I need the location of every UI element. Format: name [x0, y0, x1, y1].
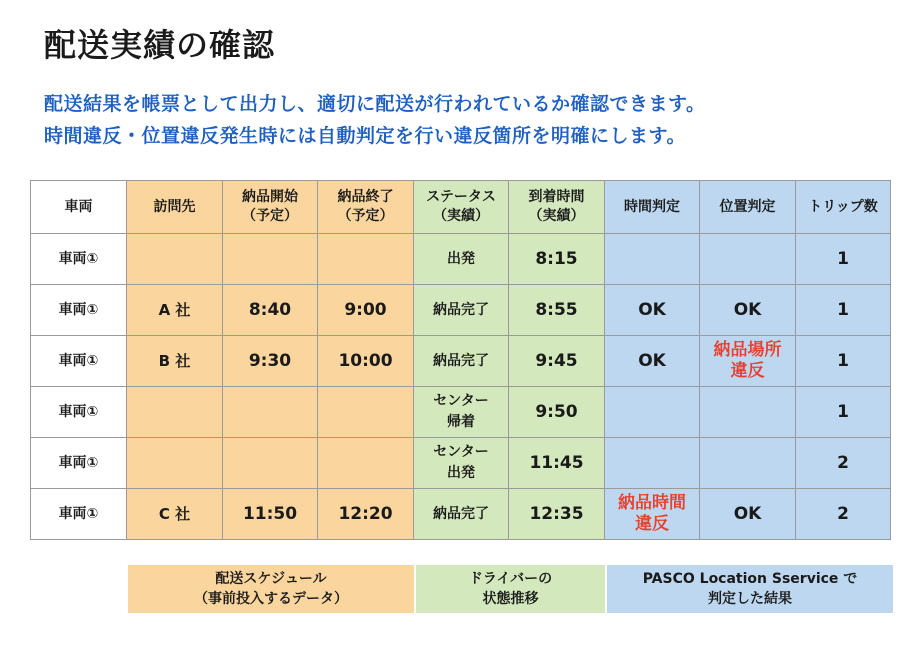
cell-time-check — [605, 387, 700, 438]
cell-position-check — [700, 438, 796, 489]
cell-destination: C 社 — [127, 489, 223, 540]
cell-destination — [127, 234, 223, 285]
table-row — [31, 489, 891, 540]
cell-delivery-end — [318, 387, 414, 438]
cell-arrival-time: 11:45 — [509, 438, 605, 489]
cell-position-check-violation: 納品場所 違反 — [700, 336, 796, 387]
cell-destination — [127, 387, 223, 438]
cell-vehicle: 車両① — [31, 489, 127, 540]
header-row — [31, 181, 891, 234]
header-destination: 訪問先 — [127, 181, 223, 234]
table-row — [31, 285, 891, 336]
cell-delivery-start: 8:40 — [223, 285, 318, 336]
cell-delivery-end: 9:00 — [318, 285, 414, 336]
cell-status: センター 帰着 — [414, 387, 509, 438]
cell-time-check-violation: 納品時間 違反 — [605, 489, 700, 540]
cell-status: 納品完了 — [414, 336, 509, 387]
table-row — [31, 387, 891, 438]
cell-time-check — [605, 438, 700, 489]
cell-status: 納品完了 — [414, 285, 509, 336]
cell-position-check — [700, 234, 796, 285]
delivery-results-table — [30, 180, 891, 540]
cell-time-check — [605, 234, 700, 285]
cell-delivery-end: 12:20 — [318, 489, 414, 540]
cell-position-check — [700, 387, 796, 438]
cell-delivery-end — [318, 438, 414, 489]
header-status: ステータス （実績） — [414, 181, 509, 234]
header-arrival-time: 到着時間 （実績） — [509, 181, 605, 234]
header-time-check: 時間判定 — [605, 181, 700, 234]
cell-vehicle: 車両① — [31, 438, 127, 489]
cell-status: センター 出発 — [414, 438, 509, 489]
header-trip-count: トリップ数 — [796, 181, 891, 234]
page-title: 配送実績の確認 — [44, 26, 276, 64]
cell-delivery-end — [318, 234, 414, 285]
cell-destination: A 社 — [127, 285, 223, 336]
cell-delivery-start — [223, 438, 318, 489]
header-delivery-start: 納品開始 （予定） — [223, 181, 318, 234]
cell-trip-count: 1 — [796, 285, 891, 336]
table-row — [31, 438, 891, 489]
cell-vehicle: 車両① — [31, 234, 127, 285]
cell-delivery-start — [223, 234, 318, 285]
cell-delivery-end: 10:00 — [318, 336, 414, 387]
legend-pasco-judgement: PASCO Location Sservice で 判定した結果 — [606, 564, 894, 614]
cell-arrival-time: 8:15 — [509, 234, 605, 285]
cell-time-check: OK — [605, 336, 700, 387]
cell-trip-count: 1 — [796, 336, 891, 387]
cell-position-check: OK — [700, 285, 796, 336]
cell-vehicle: 車両① — [31, 336, 127, 387]
cell-arrival-time: 8:55 — [509, 285, 605, 336]
cell-arrival-time: 9:50 — [509, 387, 605, 438]
cell-arrival-time: 12:35 — [509, 489, 605, 540]
legend-schedule: 配送スケジュール （事前投入するデータ） — [127, 564, 415, 614]
cell-vehicle: 車両① — [31, 387, 127, 438]
header-vehicle: 車両 — [31, 181, 127, 234]
cell-status: 出発 — [414, 234, 509, 285]
table-row — [31, 234, 891, 285]
cell-delivery-start: 9:30 — [223, 336, 318, 387]
cell-trip-count: 1 — [796, 387, 891, 438]
subtitle-line-2: 時間違反・位置違反発生時には自動判定を行い違反箇所を明確にします。 — [44, 125, 686, 147]
subtitle-line-1: 配送結果を帳票として出力し、適切に配送が行われているか確認できます。 — [44, 93, 706, 115]
cell-vehicle: 車両① — [31, 285, 127, 336]
cell-trip-count: 1 — [796, 234, 891, 285]
cell-delivery-start: 11:50 — [223, 489, 318, 540]
cell-destination: B 社 — [127, 336, 223, 387]
header-position-check: 位置判定 — [700, 181, 796, 234]
cell-trip-count: 2 — [796, 489, 891, 540]
cell-position-check: OK — [700, 489, 796, 540]
legend — [126, 563, 895, 615]
cell-arrival-time: 9:45 — [509, 336, 605, 387]
cell-destination — [127, 438, 223, 489]
cell-delivery-start — [223, 387, 318, 438]
cell-trip-count: 2 — [796, 438, 891, 489]
table-row — [31, 336, 891, 387]
cell-time-check: OK — [605, 285, 700, 336]
cell-status: 納品完了 — [414, 489, 509, 540]
header-delivery-end: 納品終了 （予定） — [318, 181, 414, 234]
legend-driver-status: ドライバーの 状態推移 — [415, 564, 606, 614]
